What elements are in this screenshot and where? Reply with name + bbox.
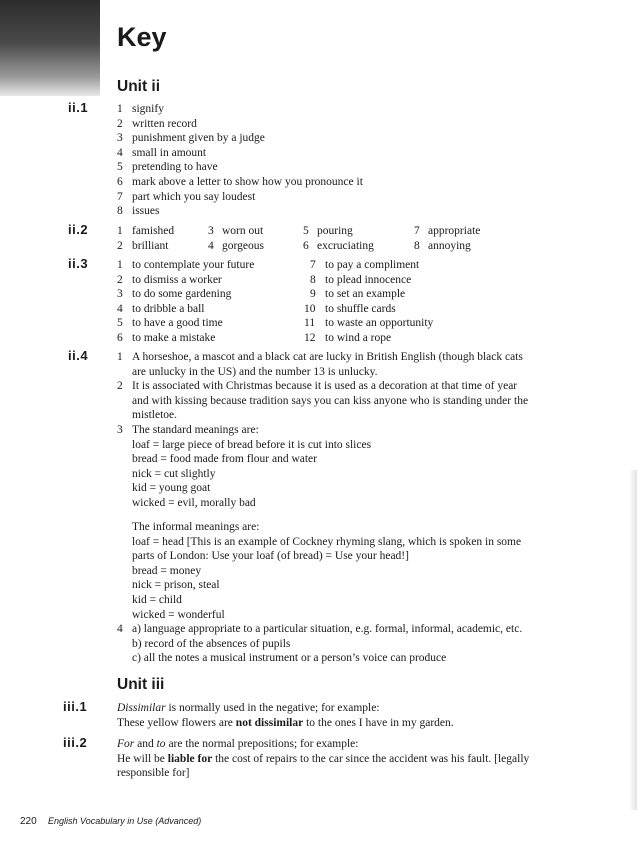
list-item: issues <box>132 205 160 218</box>
informal-meaning: nick = prison, steal <box>132 579 220 592</box>
list-item: appropriate <box>428 225 481 237</box>
list-item: to plead innocence <box>325 273 412 286</box>
unit-iii-heading: Unit iii <box>117 676 165 693</box>
list-item: pretending to have <box>132 161 218 174</box>
answer-1-line-2: are unlucky in the US) and the number 13 is unlucky. <box>132 365 378 378</box>
list-item: to shuffle cards <box>325 302 396 315</box>
list-item: to wind a rope <box>325 332 392 344</box>
standard-meaning: loaf = large piece of bread before it is cut into slices <box>132 438 372 451</box>
informal-meanings-heading: The informal meanings are: <box>132 521 260 533</box>
scan-edge <box>629 470 637 810</box>
list-item: pouring <box>317 225 353 237</box>
corner-decoration <box>0 0 100 96</box>
list-item: written record <box>132 117 197 130</box>
list-item: to contemplate your future <box>132 259 255 271</box>
standard-meaning: kid = young goat <box>132 482 211 495</box>
section-iii-2-line-1: For and to are the normal prepositions; for example: <box>117 738 359 750</box>
informal-meaning: wicked = wonderful <box>132 608 225 621</box>
list-item: part which you say loudest <box>132 190 256 203</box>
section-iii-1-line-2: These yellow flowers are not dissimilar to the ones I have in my garden. <box>117 716 454 729</box>
answer-4-c: c) all the notes a musical instrument or a person’s voice can produce <box>132 652 447 665</box>
section-iii-2-line-2: He will be liable for the cost of repairs to the car since the accident was his fault. [legally <box>117 752 530 765</box>
list-item: excruciating <box>317 239 374 252</box>
list-item: punishment given by a judge <box>132 132 265 145</box>
standard-meaning: bread = food made from flour and water <box>132 453 317 466</box>
list-item: brilliant <box>132 239 169 252</box>
section-ii-2-label: ii.2 <box>68 222 89 237</box>
informal-meaning-line-2: parts of London: Use your loaf (of bread) = Use your head!] <box>132 550 409 563</box>
unit-ii-heading: Unit ii <box>117 78 161 95</box>
section-ii-1-label: ii.1 <box>68 100 89 115</box>
list-item: to dismiss a worker <box>132 273 222 286</box>
list-item: famished <box>132 225 175 237</box>
list-item: worn out <box>222 225 264 237</box>
list-item: to do some gardening <box>132 288 232 301</box>
list-item: to make a mistake <box>132 332 216 344</box>
term-dissimilar: Dissimilar <box>117 702 166 714</box>
answer-2-line-2: and with kissing because tradition says you can kiss anyone who is standing under the <box>132 394 529 407</box>
list-item: signify <box>132 103 164 115</box>
answer-2-line-3: mistletoe. <box>132 409 178 422</box>
page-number: 220 <box>20 816 37 827</box>
standard-meaning: nick = cut slightly <box>132 467 216 480</box>
standard-meaning: wicked = evil, morally bad <box>132 497 256 509</box>
answer-1-line-1: A horseshoe, a mascot and a black cat are lucky in British English (though black cats <box>132 351 523 363</box>
standard-meanings-heading: The standard meanings are: <box>132 424 259 436</box>
section-iii-1-line-1: Dissimilar is normally used in the negative; for example: <box>117 702 380 714</box>
list-item: annoying <box>428 239 471 252</box>
list-item: to dribble a ball <box>132 302 205 315</box>
answer-2-line-1: It is associated with Christmas because it is used as a decoration at that time of year <box>132 380 518 393</box>
book-title: English Vocabulary in Use (Advanced) <box>48 816 202 826</box>
answer-4-b: b) record of the absences of pupils <box>132 637 291 650</box>
list-item: to set an example <box>325 288 406 301</box>
informal-meaning: kid = child <box>132 594 182 606</box>
list-item: gorgeous <box>222 239 264 252</box>
answer-4-a: a) language appropriate to a particular situation, e.g. formal, informal, academic, etc. <box>132 623 523 636</box>
page-title: Key <box>117 22 167 52</box>
list-item: mark above a letter to show how you pronounce it <box>132 176 363 188</box>
section-ii-3-label: ii.3 <box>68 256 89 271</box>
list-item: to have a good time <box>132 317 223 330</box>
list-item: small in amount <box>132 146 207 159</box>
informal-meaning-line-1: loaf = head [This is an example of Cockney rhyming slang, which is spoken in some <box>132 535 522 548</box>
section-iii-2-label: iii.2 <box>63 735 88 750</box>
informal-meaning: bread = money <box>132 564 202 577</box>
list-item: to waste an opportunity <box>325 317 434 330</box>
section-iii-1-label: iii.1 <box>63 699 88 714</box>
section-ii-4-label: ii.4 <box>68 348 89 363</box>
list-item: to pay a compliment <box>325 259 420 271</box>
section-iii-2-line-3: responsible for] <box>117 767 190 780</box>
